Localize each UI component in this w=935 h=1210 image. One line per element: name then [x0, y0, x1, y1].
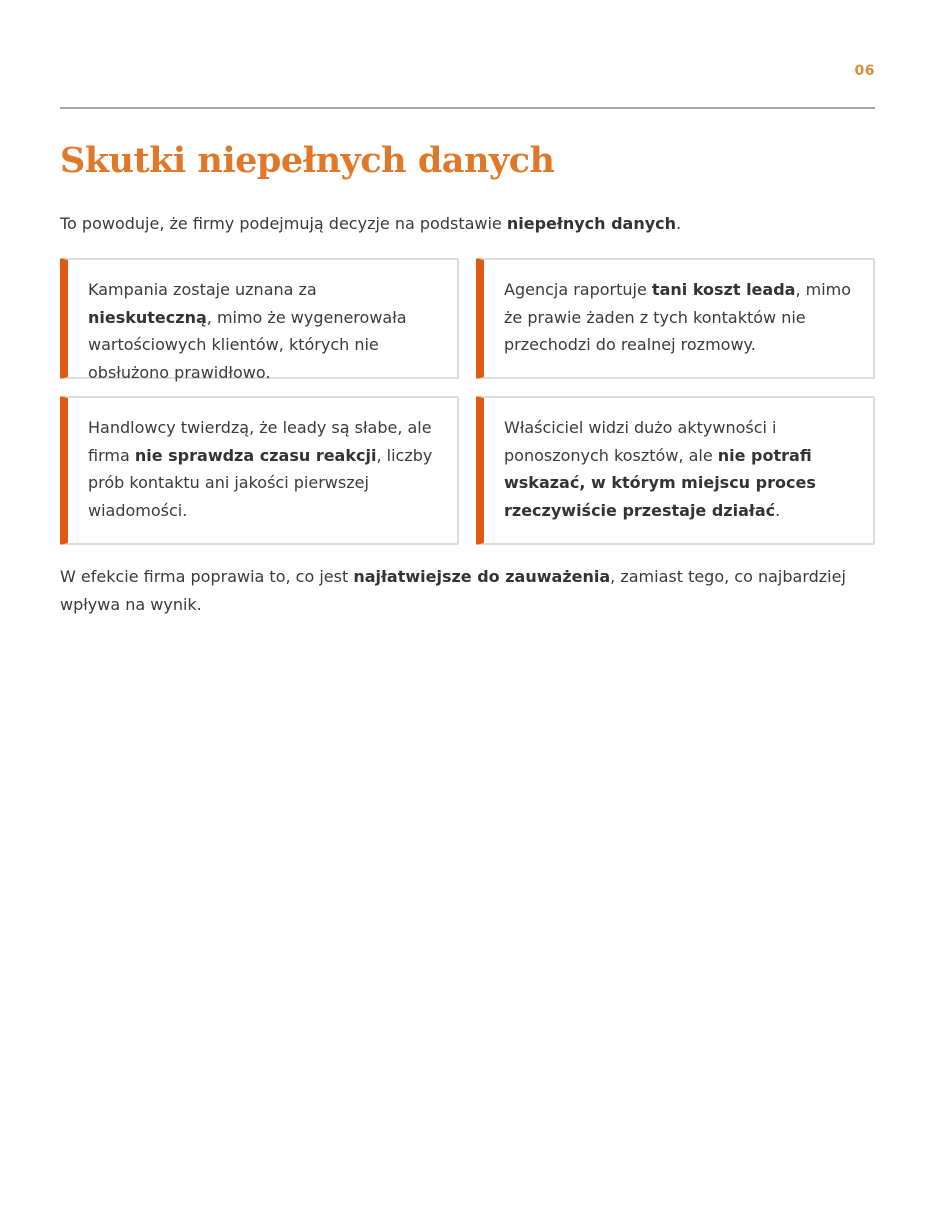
card-text-after: , mimo że wygenerowała wartościowych klientów, których nie obsłużono prawidłowo.: [88, 307, 407, 382]
card-text-before: Kampania zostaje uznana za: [88, 280, 317, 299]
page-number: 06: [854, 63, 875, 79]
header-divider: [60, 107, 875, 109]
card-bold: nie sprawdza czasu reakcji: [134, 445, 377, 465]
card-ineffective-campaign: [60, 258, 459, 382]
card-text: [504, 414, 857, 524]
page-title: Skutki niepełnych danych: [60, 140, 555, 181]
card-text: [88, 276, 441, 386]
outro-text-before: W efekcie firma poprawia to, co jest: [60, 567, 354, 586]
card-text: [504, 276, 857, 359]
card-text: [88, 414, 441, 524]
outro-bold: najłatwiejsze do zauważenia: [353, 567, 611, 586]
outro-text-after: , zamiast tego, co najbardziej wpływa na wynik.: [60, 567, 846, 614]
card-bold: nie potrafi wskazać, w którym miejscu proces rzeczywiście przestaje działać: [504, 445, 816, 520]
card-text-before: Handlowcy twierdzą, że leady są słabe, ale firma: [88, 418, 432, 465]
card-text-before: Właściciel widzi dużo aktywności i ponoszonych kosztów, ale: [504, 418, 777, 465]
intro-text-before: To powoduje, że firmy podejmują decyzje na podstawie: [60, 214, 507, 233]
card-weak-leads: [60, 396, 459, 545]
card-bold: nieskuteczną: [88, 307, 207, 327]
card-text-after: , liczby prób kontaktu ani jakości pierwszej wiadomości.: [88, 445, 433, 520]
card-cheap-lead-cost: [476, 258, 875, 379]
outro-paragraph: [60, 563, 875, 618]
intro-paragraph: [60, 210, 875, 237]
card-owner-visibility: [476, 396, 875, 545]
card-text-after: .: [775, 500, 781, 520]
card-text-before: Agencja raportuje: [504, 280, 652, 299]
intro-bold: niepełnych danych: [506, 214, 677, 233]
intro-text-after: .: [676, 214, 682, 233]
card-text-after: , mimo że prawie żaden z tych kontaktów nie przechodzi do realnej rozmowy.: [504, 280, 852, 354]
card-bold: tani koszt leada: [651, 280, 796, 299]
